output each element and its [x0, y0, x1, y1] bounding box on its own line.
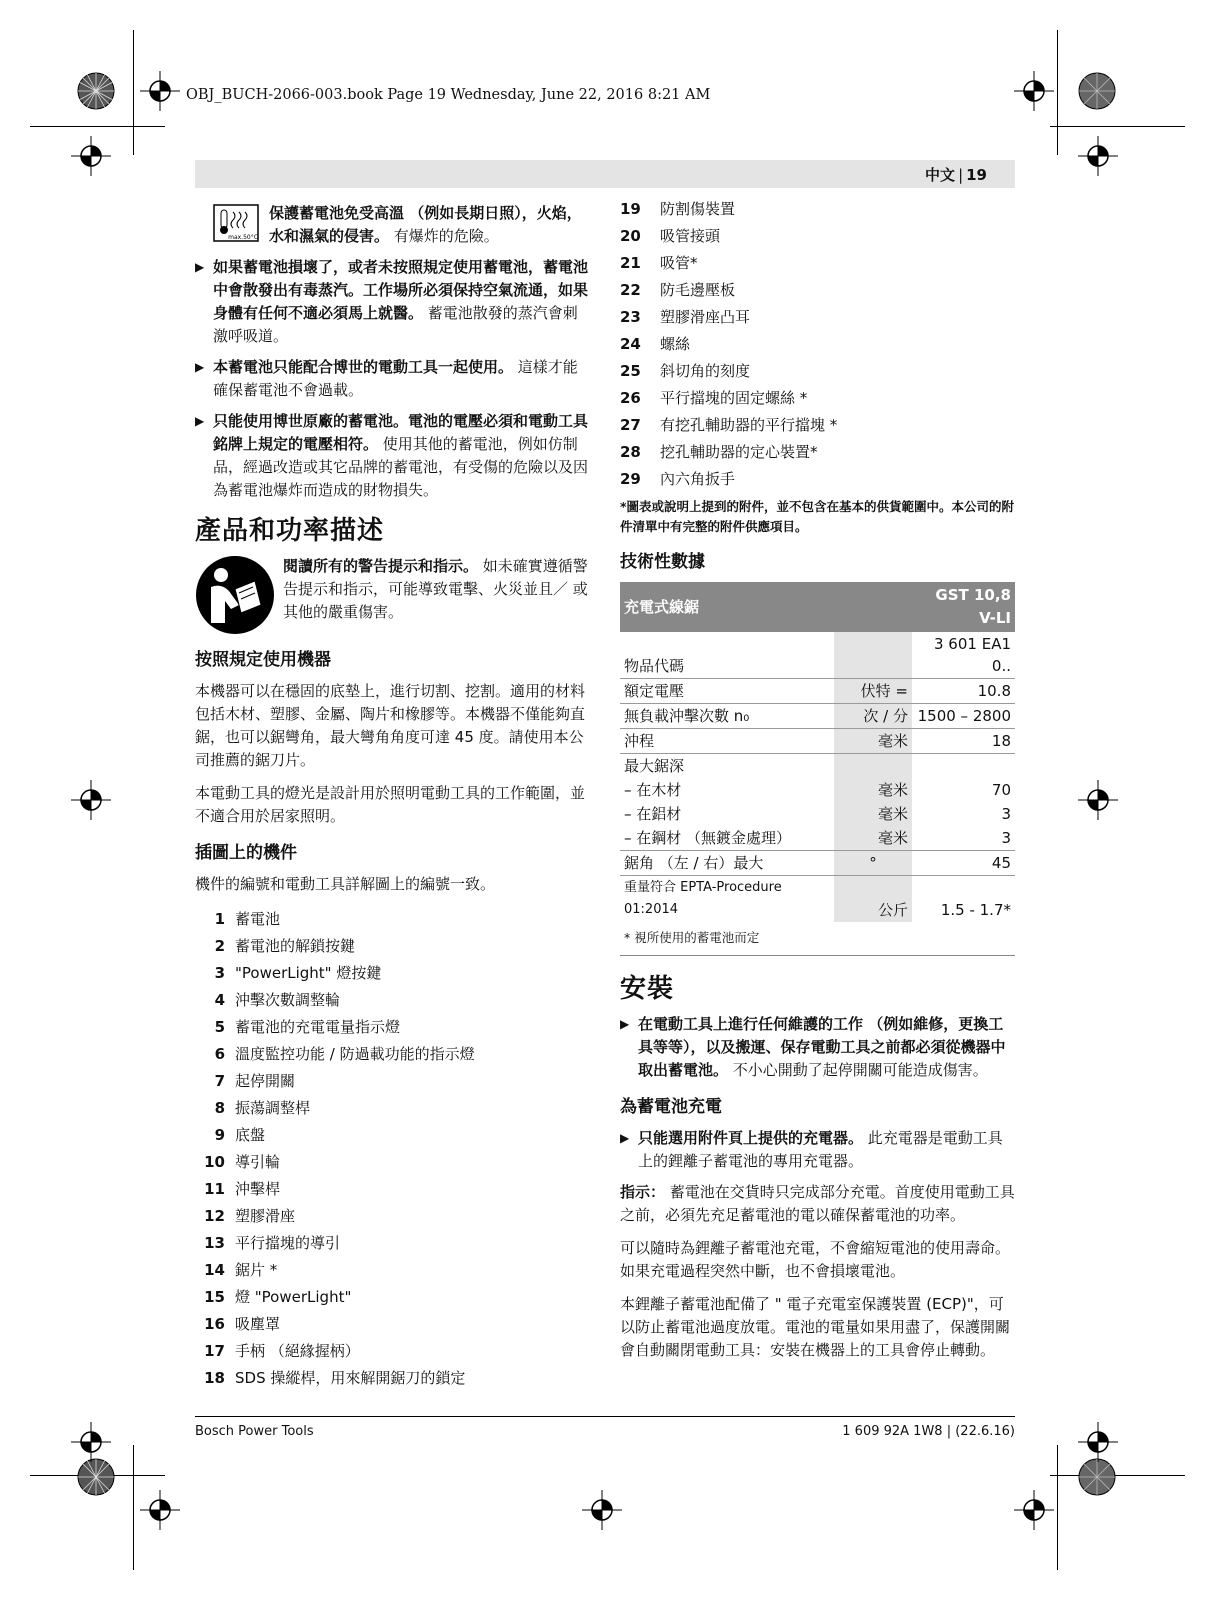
crosshair-icon: [1014, 71, 1054, 111]
list-item: 3 "PowerLight" 燈按鍵: [214, 964, 382, 982]
table-row: 額定電壓 伏特 = 10.8: [620, 679, 1015, 704]
table-header-row: 充電式線鋸 GST 10,8 V-LI: [620, 582, 1015, 632]
section-title-product: 產品和功率描述: [195, 516, 385, 546]
bullet-arrow-icon: ▶: [195, 260, 205, 274]
components-list-left: [195, 906, 589, 1392]
components-intro: 機件的編號和電動工具詳解圖上的編號一致。: [195, 875, 496, 893]
temperature-warning-icon: [213, 204, 261, 244]
crop-mark: [1057, 1445, 1058, 1570]
read-instructions-warning: 閱讀所有的警告提示和指示。 如未確實遵循警告提示和指示，可能導致電擊、火災並且／ 或其他的嚴重傷害。: [195, 555, 589, 635]
bullet-arrow-icon: ▶: [195, 414, 205, 428]
charging-text: 可以隨時為鋰離子蓄電池充電，不會縮短電池的使用壽命。如果充電過程突然中斷，也不會損壞電池。: [620, 1239, 1011, 1280]
list-item: 4 沖擊次數調整輪: [214, 991, 341, 1009]
registration-wheel-icon: [1077, 71, 1117, 111]
safety-bullet: ▶ 本蓄電池只能配合博世的電動工具一起使用。 這樣才能確保蓄電池不會過載。: [195, 358, 578, 399]
crop-mark: [1050, 126, 1185, 127]
crosshair-icon: [71, 780, 111, 820]
crop-mark: [1050, 1475, 1185, 1476]
crosshair-icon: [1014, 1490, 1054, 1530]
ecp-text: 本鋰離子蓄電池配備了 " 電子充電室保護裝置 (ECP)"，可以防止蓄電池過度放電。電池的電量如果用盡了，保護開關會自動關閉電動工具：安裝在機器上的工具會停止轉動。: [620, 1295, 1011, 1359]
list-item: 13 平行擋塊的導引: [204, 1234, 341, 1252]
table-row: – 在鋁材 毫米 3: [620, 802, 1015, 826]
table-row: 重量符合 EPTA-Procedure 01:2014 公斤 1.5 - 1.7*: [620, 876, 1015, 923]
table-row: 鋸角 （左 / 右）最大 ° 45: [620, 851, 1015, 876]
list-item: 11 沖擊桿: [204, 1180, 281, 1198]
bullet-arrow-icon: ▶: [195, 360, 205, 374]
registration-wheel-icon: [76, 71, 116, 111]
list-item: 12 塑膠滑座: [204, 1207, 296, 1225]
list-item: 25 斜切角的刻度: [620, 362, 751, 380]
list-item: 22 防毛邊壓板: [620, 281, 736, 299]
crop-mark: [133, 30, 134, 155]
table-row: 無負載沖擊次數 n₀ 次 / 分 1500 – 2800: [620, 704, 1015, 729]
list-item: 5 蓄電池的充電電量指示燈: [214, 1018, 401, 1036]
crosshair-icon: [1078, 136, 1118, 176]
crosshair-icon: [1078, 780, 1118, 820]
list-item: 10 導引輪: [204, 1153, 281, 1171]
technical-data-table: [620, 582, 1015, 922]
charging-note: 指示： 蓄電池在交貨時只完成部分充電。首度使用電動工具之前，必須先充足蓄電池的電以確保蓄電池的功率。: [620, 1183, 1015, 1224]
crosshair-icon: [71, 1422, 111, 1462]
list-item: 26 平行擋塊的固定螺絲 *: [620, 389, 808, 407]
heading-technical-data: 技術性數據: [620, 552, 705, 572]
list-item: 6 溫度監控功能 / 防過載功能的指示燈: [214, 1045, 475, 1063]
list-item: 18 SDS 操縱桿，用來解開鋸刀的鎖定: [204, 1369, 466, 1387]
list-item: 2 蓄電池的解鎖按鍵: [214, 937, 356, 955]
list-item: 16 吸塵罩: [204, 1315, 281, 1333]
list-item: 28 挖孔輔助器的定心裝置*: [620, 443, 818, 461]
page-header-bar: [195, 160, 1015, 188]
page-number: 19: [966, 166, 987, 184]
crosshair-icon: [140, 1490, 180, 1530]
temp-warning-bold: 保護蓄電池免受高溫 （例如長期日照），火焰，水和濕氣的侵害。: [269, 204, 582, 245]
table-row: 物品代碼 3 601 EA1 0..: [620, 632, 1015, 679]
page-header: 中文 | 19: [925, 166, 987, 184]
list-item: 1 蓄電池: [214, 910, 281, 928]
table-row: 沖程 毫米 18: [620, 729, 1015, 754]
list-item: 17 手柄 （絕緣握柄）: [204, 1342, 360, 1360]
temperature-warning: [195, 202, 589, 248]
read-manual-icon: [195, 555, 275, 635]
footer-brand: Bosch Power Tools: [195, 1424, 314, 1439]
list-item: 19 防割傷裝置: [620, 200, 736, 218]
list-item: 24 螺絲: [620, 335, 691, 353]
heading-intended-use: 按照規定使用機器: [195, 650, 331, 670]
crosshair-icon: [71, 136, 111, 176]
heading-components: 插圖上的機件: [195, 843, 297, 863]
intended-use-light-text: 本電動工具的燈光是設計用於照明電動工具的工作範圍，並不適合用於居家照明。: [195, 784, 586, 825]
header-language: 中文: [925, 166, 956, 184]
right-column: [620, 196, 1015, 1372]
safety-bullet: ▶ 只能使用博世原廠的蓄電池。電池的電壓必須和電動工具銘牌上規定的電壓相符。 使用其他的蓄電池，例如仿制品，經過改造或其它品牌的蓄電池，有受傷的危險以及因為蓄電池爆炸而造成的財物損失。: [195, 412, 589, 499]
list-item: 8 振蕩調整桿: [214, 1099, 311, 1117]
crosshair-icon: [1078, 1422, 1118, 1462]
crop-mark: [133, 1445, 134, 1570]
bullet-arrow-icon: ▶: [620, 1131, 630, 1145]
intended-use-text: 本機器可以在穩固的底墊上，進行切割、挖割。適用的材料包括木材、塑膠、金屬、陶片和橡膠等。本機器不僅能夠直鋸，也可以鋸彎角，最大彎角角度可達 45 度。請使用本公司推薦的鋸刀片。: [195, 682, 586, 769]
section-title-install: 安裝: [620, 974, 675, 1004]
crop-mark: [1057, 30, 1058, 155]
crosshair-icon: [140, 71, 180, 111]
list-item: 29 內六角扳手: [620, 470, 736, 488]
footer-doc-number: 1 609 92A 1W8 | (22.6.16): [842, 1424, 1015, 1439]
registration-wheel-icon: [1077, 1457, 1117, 1497]
charging-bullet: ▶ 只能選用附件頁上提供的充電器。 此充電器是電動工具上的鋰離子蓄電池的專用充電器。: [620, 1129, 1003, 1170]
list-item: 21 吸管*: [620, 254, 698, 272]
list-item: 23 塑膠滑座凸耳: [620, 308, 751, 326]
safety-bullet: ▶ 如果蓄電池損壞了，或者未按照規定使用蓄電池，蓄電池中會散發出有毒蒸汽。工作場所必須保持空氣流通，如果身體有任何不適必須馬上就醫。 蓄電池散發的蒸汽會刺激呼吸道。: [195, 258, 589, 345]
heading-charging: 為蓄電池充電: [620, 1097, 722, 1117]
crop-mark: [30, 126, 165, 127]
registration-wheel-icon: [76, 1457, 116, 1497]
print-slug: OBJ_BUCH-2066-003.book Page 19 Wednesday, June 22, 2016 8:21 AM: [186, 87, 711, 103]
list-item: 15 燈 "PowerLight": [204, 1288, 352, 1306]
footer-rule: [195, 1416, 1015, 1417]
accessory-footnote: *圖表或說明上提到的附件，並不包含在基本的供貨範圍中。本公司的附件清單中有完整的附件供應項目。: [620, 499, 1015, 534]
list-item: 7 起停開關: [214, 1072, 296, 1090]
list-item: 9 底盤: [214, 1126, 266, 1144]
table-row: – 在鋼材 （無鍍金處理） 毫米 3: [620, 826, 1015, 851]
list-item: 20 吸管接頭: [620, 227, 721, 245]
components-list-right: [620, 196, 1015, 493]
table-row: 最大鋸深: [620, 754, 1015, 779]
install-bullet: ▶ 在電動工具上進行任何維護的工作 （例如維修，更換工具等等），以及搬運、保存電動工具之前都必須從機器中取出蓄電池。 不小心開動了起停開關可能造成傷害。: [620, 1015, 1006, 1079]
list-item: 14 鋸片 *: [204, 1261, 278, 1279]
crosshair-icon: [582, 1490, 622, 1530]
table-footnote: * 視所使用的蓄電池而定: [620, 922, 1015, 956]
temp-warning-text: 有爆炸的危險。: [393, 227, 499, 245]
bullet-arrow-icon: ▶: [620, 1017, 630, 1031]
left-column: [195, 202, 589, 1392]
list-item: 27 有挖孔輔助器的平行擋塊 *: [620, 416, 838, 434]
temperature-icon-label: max.50°C: [228, 234, 258, 241]
table-row: – 在木材 毫米 70: [620, 778, 1015, 802]
